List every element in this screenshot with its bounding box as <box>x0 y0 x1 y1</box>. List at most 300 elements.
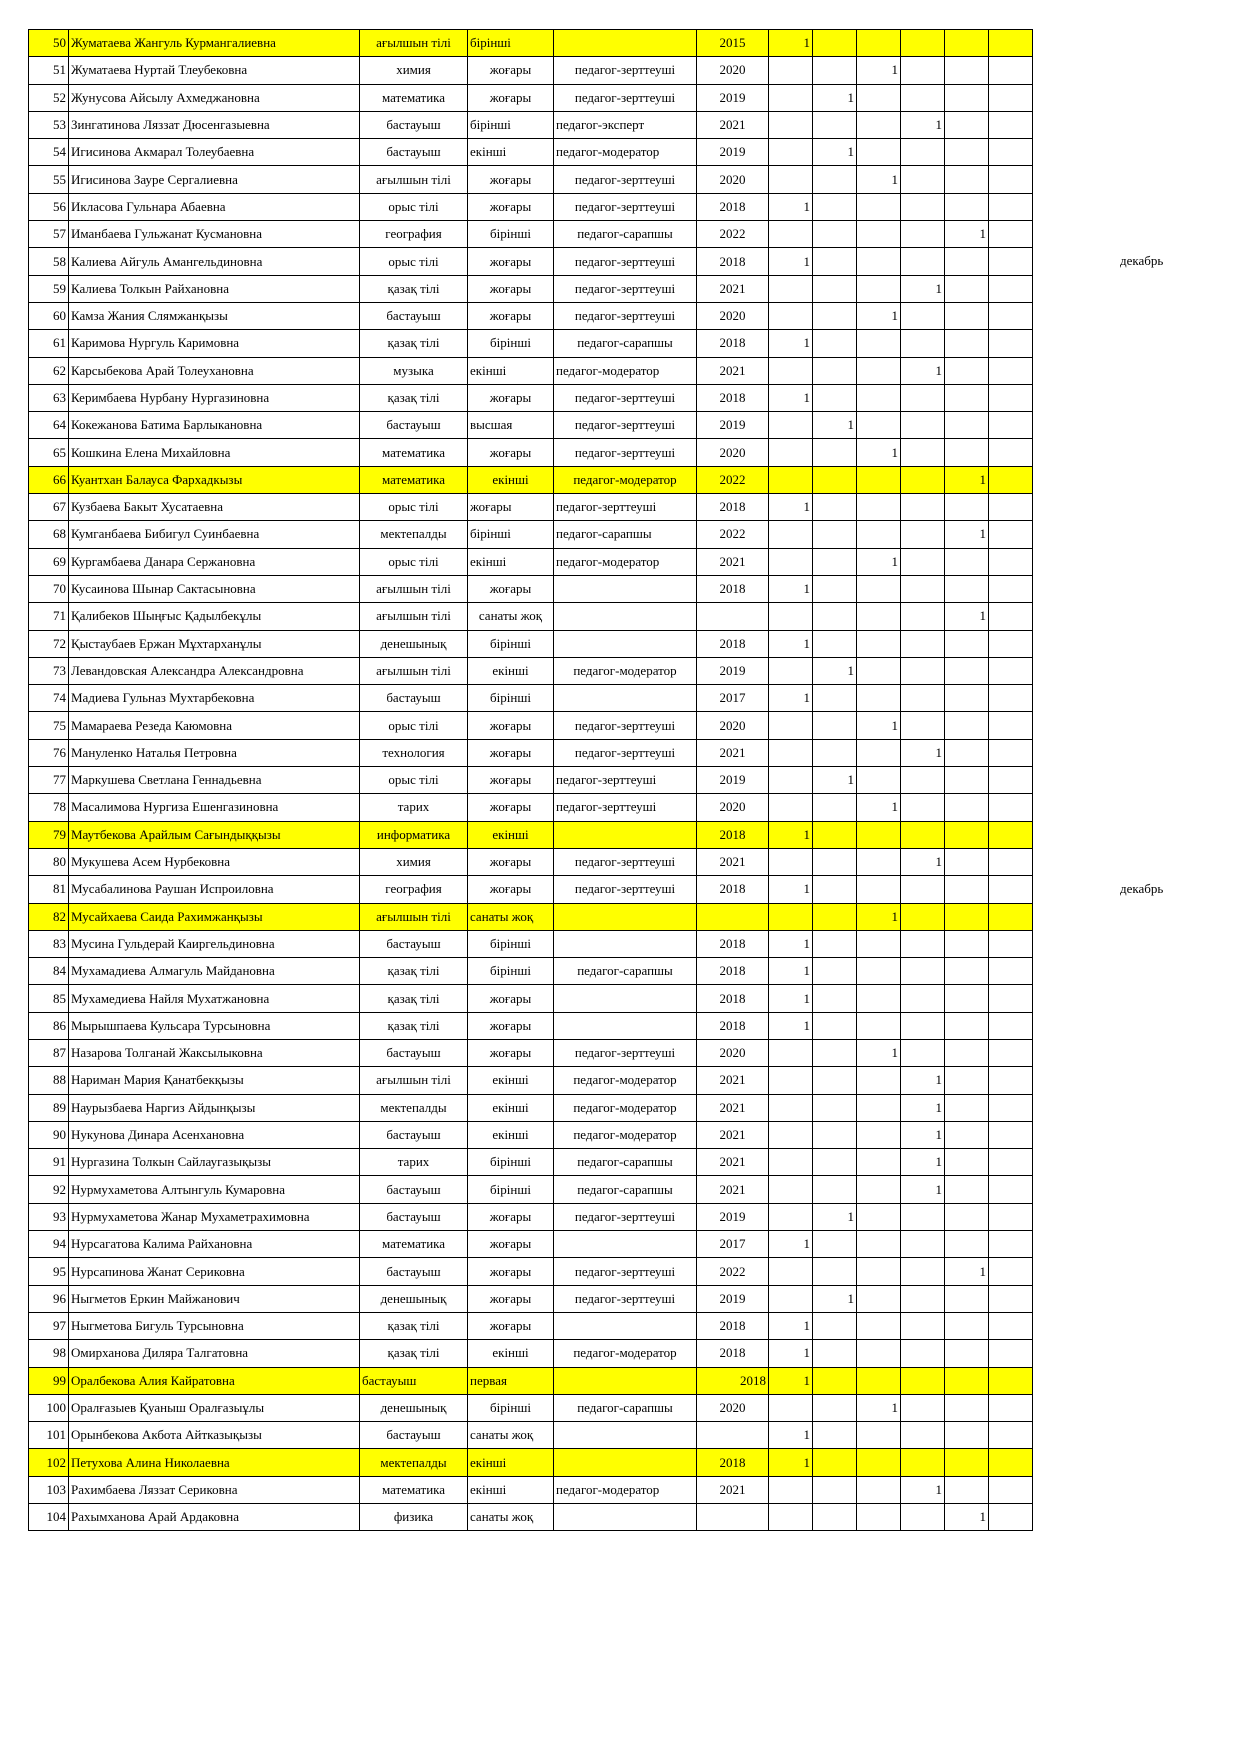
flag-cell <box>857 575 901 602</box>
row-number: 59 <box>29 275 69 302</box>
flag-cell <box>945 1149 989 1176</box>
flag-cell <box>857 1476 901 1503</box>
category-cell: екінші <box>468 657 554 684</box>
teacher-name: Нариман Мария Қанатбекқызы <box>69 1067 360 1094</box>
subject-cell: география <box>360 876 468 903</box>
flag-cell <box>989 1285 1033 1312</box>
teacher-name: Маутбекова Арайлым Сағындыққызы <box>69 821 360 848</box>
table-row <box>29 1504 1033 1531</box>
subject-cell: тарих <box>360 1149 468 1176</box>
flag-cell <box>857 685 901 712</box>
flag-cell <box>769 1039 813 1066</box>
table-row <box>29 1367 1033 1394</box>
table-row <box>29 1094 1033 1121</box>
row-number: 67 <box>29 494 69 521</box>
qualification-cell <box>554 1012 697 1039</box>
flag-cell <box>989 275 1033 302</box>
flag-cell: 1 <box>901 1176 945 1203</box>
category-cell: жоғары <box>468 1312 554 1339</box>
category-cell: санаты жоқ <box>468 603 554 630</box>
flag-cell <box>989 794 1033 821</box>
table-row <box>29 1176 1033 1203</box>
qualification-cell: педагог-зерттеуші <box>554 412 697 439</box>
flag-cell <box>945 166 989 193</box>
flag-cell <box>945 1367 989 1394</box>
flag-cell <box>857 357 901 384</box>
flag-cell <box>857 821 901 848</box>
flag-cell <box>857 1149 901 1176</box>
table-row <box>29 384 1033 411</box>
row-number: 75 <box>29 712 69 739</box>
side-note: декабрь <box>1120 881 1164 897</box>
flag-cell <box>989 548 1033 575</box>
teacher-name: Ныгметова Бигуль Турсыновна <box>69 1312 360 1339</box>
row-number: 93 <box>29 1203 69 1230</box>
table-row <box>29 603 1033 630</box>
flag-cell <box>769 1394 813 1421</box>
table-row <box>29 494 1033 521</box>
teacher-name: Рахымханова Арай Ардаковна <box>69 1504 360 1531</box>
flag-cell <box>901 1312 945 1339</box>
flag-cell <box>769 603 813 630</box>
subject-cell: денешынық <box>360 1394 468 1421</box>
year-cell: 2018 <box>697 494 769 521</box>
table-row <box>29 657 1033 684</box>
subject-cell: қазақ тілі <box>360 275 468 302</box>
flag-cell: 1 <box>901 275 945 302</box>
row-number: 62 <box>29 357 69 384</box>
subject-cell: мектепалды <box>360 1094 468 1121</box>
flag-cell: 1 <box>769 1340 813 1367</box>
row-number: 68 <box>29 521 69 548</box>
row-number: 102 <box>29 1449 69 1476</box>
flag-cell <box>813 1094 857 1121</box>
qualification-cell: педагог-зерттеуші <box>554 275 697 302</box>
row-number: 50 <box>29 30 69 57</box>
subject-cell: ағылшын тілі <box>360 657 468 684</box>
flag-cell <box>813 1258 857 1285</box>
row-number: 56 <box>29 193 69 220</box>
flag-cell <box>989 767 1033 794</box>
flag-cell <box>857 412 901 439</box>
flag-cell <box>813 1149 857 1176</box>
year-cell: 2019 <box>697 767 769 794</box>
year-cell: 2021 <box>697 111 769 138</box>
flag-cell <box>901 1422 945 1449</box>
flag-cell <box>901 1449 945 1476</box>
flag-cell <box>901 412 945 439</box>
flag-cell <box>813 275 857 302</box>
year-cell: 2018 <box>697 193 769 220</box>
teacher-name: Игисинова Акмарал Толеубаевна <box>69 139 360 166</box>
year-cell: 2021 <box>697 1476 769 1503</box>
subject-cell: бастауыш <box>360 1258 468 1285</box>
year-cell: 2020 <box>697 712 769 739</box>
teacher-name: Масалимова Нургиза Ешенгазиновна <box>69 794 360 821</box>
category-cell: санаты жоқ <box>468 1504 554 1531</box>
year-cell: 2018 <box>697 985 769 1012</box>
flag-cell <box>813 1340 857 1367</box>
flag-cell: 1 <box>813 84 857 111</box>
subject-cell: орыс тілі <box>360 548 468 575</box>
teacher-name: Нурсагатова Калима Райхановна <box>69 1231 360 1258</box>
qualification-cell <box>554 30 697 57</box>
flag-cell <box>769 439 813 466</box>
category-cell: екінші <box>468 1340 554 1367</box>
flag-cell <box>945 821 989 848</box>
flag-cell <box>857 1176 901 1203</box>
subject-cell: бастауыш <box>360 1176 468 1203</box>
year-cell: 2021 <box>697 1176 769 1203</box>
subject-cell: математика <box>360 84 468 111</box>
year-cell: 2018 <box>697 1312 769 1339</box>
flag-cell <box>901 903 945 930</box>
flag-cell <box>945 548 989 575</box>
flag-cell <box>769 357 813 384</box>
teacher-name: Оралғазыев Қуаныш Оралғазыұлы <box>69 1394 360 1421</box>
flag-cell <box>813 903 857 930</box>
flag-cell <box>945 30 989 57</box>
table-row <box>29 111 1033 138</box>
flag-cell <box>857 1367 901 1394</box>
table-row <box>29 57 1033 84</box>
category-cell: жоғары <box>468 494 554 521</box>
year-cell: 2021 <box>697 1121 769 1148</box>
row-number: 64 <box>29 412 69 439</box>
table-row <box>29 1449 1033 1476</box>
flag-cell <box>901 657 945 684</box>
qualification-cell: педагог-эксперт <box>554 111 697 138</box>
subject-cell: бастауыш <box>360 1121 468 1148</box>
qualification-cell <box>554 630 697 657</box>
category-cell: жоғары <box>468 439 554 466</box>
category-cell: екінші <box>468 1094 554 1121</box>
flag-cell: 1 <box>813 412 857 439</box>
flag-cell <box>901 1203 945 1230</box>
qualification-cell: педагог-сарапшы <box>554 958 697 985</box>
subject-cell: химия <box>360 848 468 875</box>
year-cell: 2020 <box>697 1394 769 1421</box>
flag-cell: 1 <box>769 248 813 275</box>
category-cell: жоғары <box>468 302 554 329</box>
qualification-cell <box>554 685 697 712</box>
flag-cell <box>989 248 1033 275</box>
flag-cell <box>989 958 1033 985</box>
row-number: 87 <box>29 1039 69 1066</box>
row-number: 84 <box>29 958 69 985</box>
category-cell: екінші <box>468 821 554 848</box>
teacher-name: Кузбаева Бакыт Хусатаевна <box>69 494 360 521</box>
flag-cell <box>989 357 1033 384</box>
category-cell: первая <box>468 1367 554 1394</box>
year-cell: 2018 <box>697 876 769 903</box>
year-cell: 2018 <box>697 384 769 411</box>
flag-cell <box>769 1285 813 1312</box>
subject-cell: орыс тілі <box>360 767 468 794</box>
flag-cell <box>901 1231 945 1258</box>
qualification-cell <box>554 1449 697 1476</box>
table-row <box>29 84 1033 111</box>
year-cell: 2015 <box>697 30 769 57</box>
subject-cell: математика <box>360 439 468 466</box>
table-row <box>29 685 1033 712</box>
flag-cell: 1 <box>901 1067 945 1094</box>
flag-cell: 1 <box>769 985 813 1012</box>
flag-cell <box>989 384 1033 411</box>
flag-cell <box>857 739 901 766</box>
teacher-name: Иманбаева Гульжанат Кусмановна <box>69 221 360 248</box>
flag-cell <box>857 1312 901 1339</box>
teacher-name: Жунусова Айсылу Ахмеджановна <box>69 84 360 111</box>
row-number: 89 <box>29 1094 69 1121</box>
qualification-cell: педагог-модератор <box>554 657 697 684</box>
flag-cell <box>945 1203 989 1230</box>
teacher-name: Мухамедиева Найля Мухатжановна <box>69 985 360 1012</box>
row-number: 51 <box>29 57 69 84</box>
row-number: 69 <box>29 548 69 575</box>
subject-cell: орыс тілі <box>360 248 468 275</box>
flag-cell <box>813 985 857 1012</box>
year-cell <box>697 603 769 630</box>
qualification-cell <box>554 1504 697 1531</box>
flag-cell <box>989 1258 1033 1285</box>
flag-cell <box>989 603 1033 630</box>
table-row <box>29 794 1033 821</box>
table-row <box>29 221 1033 248</box>
flag-cell <box>769 221 813 248</box>
flag-cell <box>857 1422 901 1449</box>
qualification-cell: педагог-зерттеуші <box>554 384 697 411</box>
row-number: 101 <box>29 1422 69 1449</box>
category-cell: жоғары <box>468 575 554 602</box>
category-cell: жоғары <box>468 739 554 766</box>
table-body <box>29 30 1033 1531</box>
flag-cell <box>945 712 989 739</box>
qualification-cell <box>554 1422 697 1449</box>
flag-cell <box>989 1012 1033 1039</box>
flag-cell <box>989 1039 1033 1066</box>
flag-cell <box>901 930 945 957</box>
flag-cell <box>813 575 857 602</box>
flag-cell <box>857 876 901 903</box>
subject-cell: орыс тілі <box>360 712 468 739</box>
flag-cell <box>769 275 813 302</box>
subject-cell: орыс тілі <box>360 494 468 521</box>
flag-cell <box>769 139 813 166</box>
flag-cell: 1 <box>769 1012 813 1039</box>
row-number: 80 <box>29 848 69 875</box>
flag-cell: 1 <box>769 821 813 848</box>
year-cell: 2022 <box>697 1258 769 1285</box>
qualification-cell: педагог-зерттеуші <box>554 302 697 329</box>
category-cell: жоғары <box>468 1012 554 1039</box>
teacher-name: Мадиева Гульназ Мухтарбековна <box>69 685 360 712</box>
teacher-name: Икласова Гульнара Абаевна <box>69 193 360 220</box>
flag-cell <box>857 521 901 548</box>
teacher-name: Кургамбаева Данара Сержановна <box>69 548 360 575</box>
teacher-name: Оралбекова Алия Кайратовна <box>69 1367 360 1394</box>
flag-cell <box>989 848 1033 875</box>
subject-cell: бастауыш <box>360 685 468 712</box>
year-cell: 2019 <box>697 84 769 111</box>
flag-cell: 1 <box>945 603 989 630</box>
flag-cell: 1 <box>901 739 945 766</box>
flag-cell <box>857 494 901 521</box>
flag-cell <box>989 1094 1033 1121</box>
flag-cell <box>857 1121 901 1148</box>
row-number: 97 <box>29 1312 69 1339</box>
flag-cell <box>901 521 945 548</box>
flag-cell <box>813 1067 857 1094</box>
flag-cell <box>901 330 945 357</box>
year-cell <box>697 1422 769 1449</box>
category-cell: жоғары <box>468 1039 554 1066</box>
row-number: 72 <box>29 630 69 657</box>
flag-cell <box>813 1449 857 1476</box>
year-cell: 2018 <box>697 1340 769 1367</box>
flag-cell: 1 <box>813 1203 857 1230</box>
qualification-cell <box>554 930 697 957</box>
flag-cell <box>989 521 1033 548</box>
table-row <box>29 412 1033 439</box>
qualification-cell: педагог-модератор <box>554 1067 697 1094</box>
flag-cell <box>945 930 989 957</box>
flag-cell <box>769 794 813 821</box>
category-cell: санаты жоқ <box>468 1422 554 1449</box>
subject-cell: бастауыш <box>360 111 468 138</box>
side-note: декабрь <box>1120 253 1164 269</box>
table-row <box>29 521 1033 548</box>
flag-cell: 1 <box>769 876 813 903</box>
category-cell: бірінші <box>468 111 554 138</box>
flag-cell <box>945 1449 989 1476</box>
flag-cell <box>989 1394 1033 1421</box>
category-cell: екінші <box>468 1067 554 1094</box>
flag-cell: 1 <box>857 166 901 193</box>
table-row <box>29 439 1033 466</box>
year-cell: 2021 <box>697 1149 769 1176</box>
category-cell: бірінші <box>468 958 554 985</box>
row-number: 78 <box>29 794 69 821</box>
table-row <box>29 985 1033 1012</box>
flag-cell: 1 <box>901 1149 945 1176</box>
flag-cell <box>989 57 1033 84</box>
teacher-name: Маркушева Светлана Геннадьевна <box>69 767 360 794</box>
flag-cell <box>857 848 901 875</box>
row-number: 61 <box>29 330 69 357</box>
row-number: 95 <box>29 1258 69 1285</box>
flag-cell <box>769 466 813 493</box>
category-cell: екінші <box>468 1476 554 1503</box>
qualification-cell: педагог-зерттеуші <box>554 1039 697 1066</box>
year-cell: 2021 <box>697 548 769 575</box>
flag-cell <box>813 330 857 357</box>
qualification-cell: педагог-зерттеуші <box>554 439 697 466</box>
flag-cell <box>769 521 813 548</box>
flag-cell <box>813 1121 857 1148</box>
year-cell: 2018 <box>697 248 769 275</box>
year-cell: 2018 <box>697 1012 769 1039</box>
flag-cell: 1 <box>769 1312 813 1339</box>
teacher-name: Жуматаева Нуртай Тлеубековна <box>69 57 360 84</box>
flag-cell <box>857 466 901 493</box>
row-number: 103 <box>29 1476 69 1503</box>
flag-cell <box>901 876 945 903</box>
flag-cell <box>945 384 989 411</box>
flag-cell: 1 <box>901 1094 945 1121</box>
flag-cell <box>901 494 945 521</box>
flag-cell <box>901 767 945 794</box>
year-cell: 2017 <box>697 685 769 712</box>
flag-cell <box>857 111 901 138</box>
flag-cell <box>769 1067 813 1094</box>
table-row <box>29 876 1033 903</box>
staff-table <box>28 29 1033 1531</box>
flag-cell <box>989 84 1033 111</box>
teacher-name: Орынбекова Акбота Айтказықызы <box>69 1422 360 1449</box>
teacher-name: Игисинова Зауре Сергалиевна <box>69 166 360 193</box>
year-cell: 2021 <box>697 357 769 384</box>
flag-cell: 1 <box>901 1121 945 1148</box>
category-cell: жоғары <box>468 275 554 302</box>
flag-cell <box>901 712 945 739</box>
flag-cell: 1 <box>857 712 901 739</box>
table-row <box>29 166 1033 193</box>
flag-cell <box>989 739 1033 766</box>
teacher-name: Калиева Толкын Райхановна <box>69 275 360 302</box>
flag-cell <box>945 84 989 111</box>
flag-cell <box>945 767 989 794</box>
flag-cell <box>769 548 813 575</box>
flag-cell <box>989 1449 1033 1476</box>
flag-cell <box>945 575 989 602</box>
category-cell: жоғары <box>468 384 554 411</box>
subject-cell: тарих <box>360 794 468 821</box>
flag-cell <box>945 739 989 766</box>
flag-cell <box>945 275 989 302</box>
flag-cell <box>989 985 1033 1012</box>
flag-cell <box>989 575 1033 602</box>
flag-cell <box>813 384 857 411</box>
year-cell: 2021 <box>697 848 769 875</box>
category-cell: бірінші <box>468 685 554 712</box>
table-row <box>29 1285 1033 1312</box>
flag-cell <box>989 1149 1033 1176</box>
teacher-name: Рахимбаева Ляззат Сериковна <box>69 1476 360 1503</box>
year-cell: 2019 <box>697 412 769 439</box>
flag-cell <box>989 903 1033 930</box>
flag-cell <box>813 466 857 493</box>
category-cell: бірінші <box>468 1394 554 1421</box>
flag-cell: 1 <box>857 1394 901 1421</box>
flag-cell <box>945 1231 989 1258</box>
flag-cell <box>813 357 857 384</box>
flag-cell <box>813 630 857 657</box>
teacher-name: Керимбаева Нурбану Нургазиновна <box>69 384 360 411</box>
row-number: 76 <box>29 739 69 766</box>
year-cell: 2019 <box>697 1285 769 1312</box>
flag-cell <box>857 1203 901 1230</box>
flag-cell <box>857 30 901 57</box>
qualification-cell: педагог-сарапшы <box>554 1149 697 1176</box>
year-cell: 2019 <box>697 1203 769 1230</box>
flag-cell <box>945 685 989 712</box>
subject-cell: қазақ тілі <box>360 985 468 1012</box>
flag-cell <box>945 985 989 1012</box>
subject-cell: ағылшын тілі <box>360 603 468 630</box>
year-cell: 2021 <box>697 1067 769 1094</box>
teacher-name: Левандовская Александра Александровна <box>69 657 360 684</box>
